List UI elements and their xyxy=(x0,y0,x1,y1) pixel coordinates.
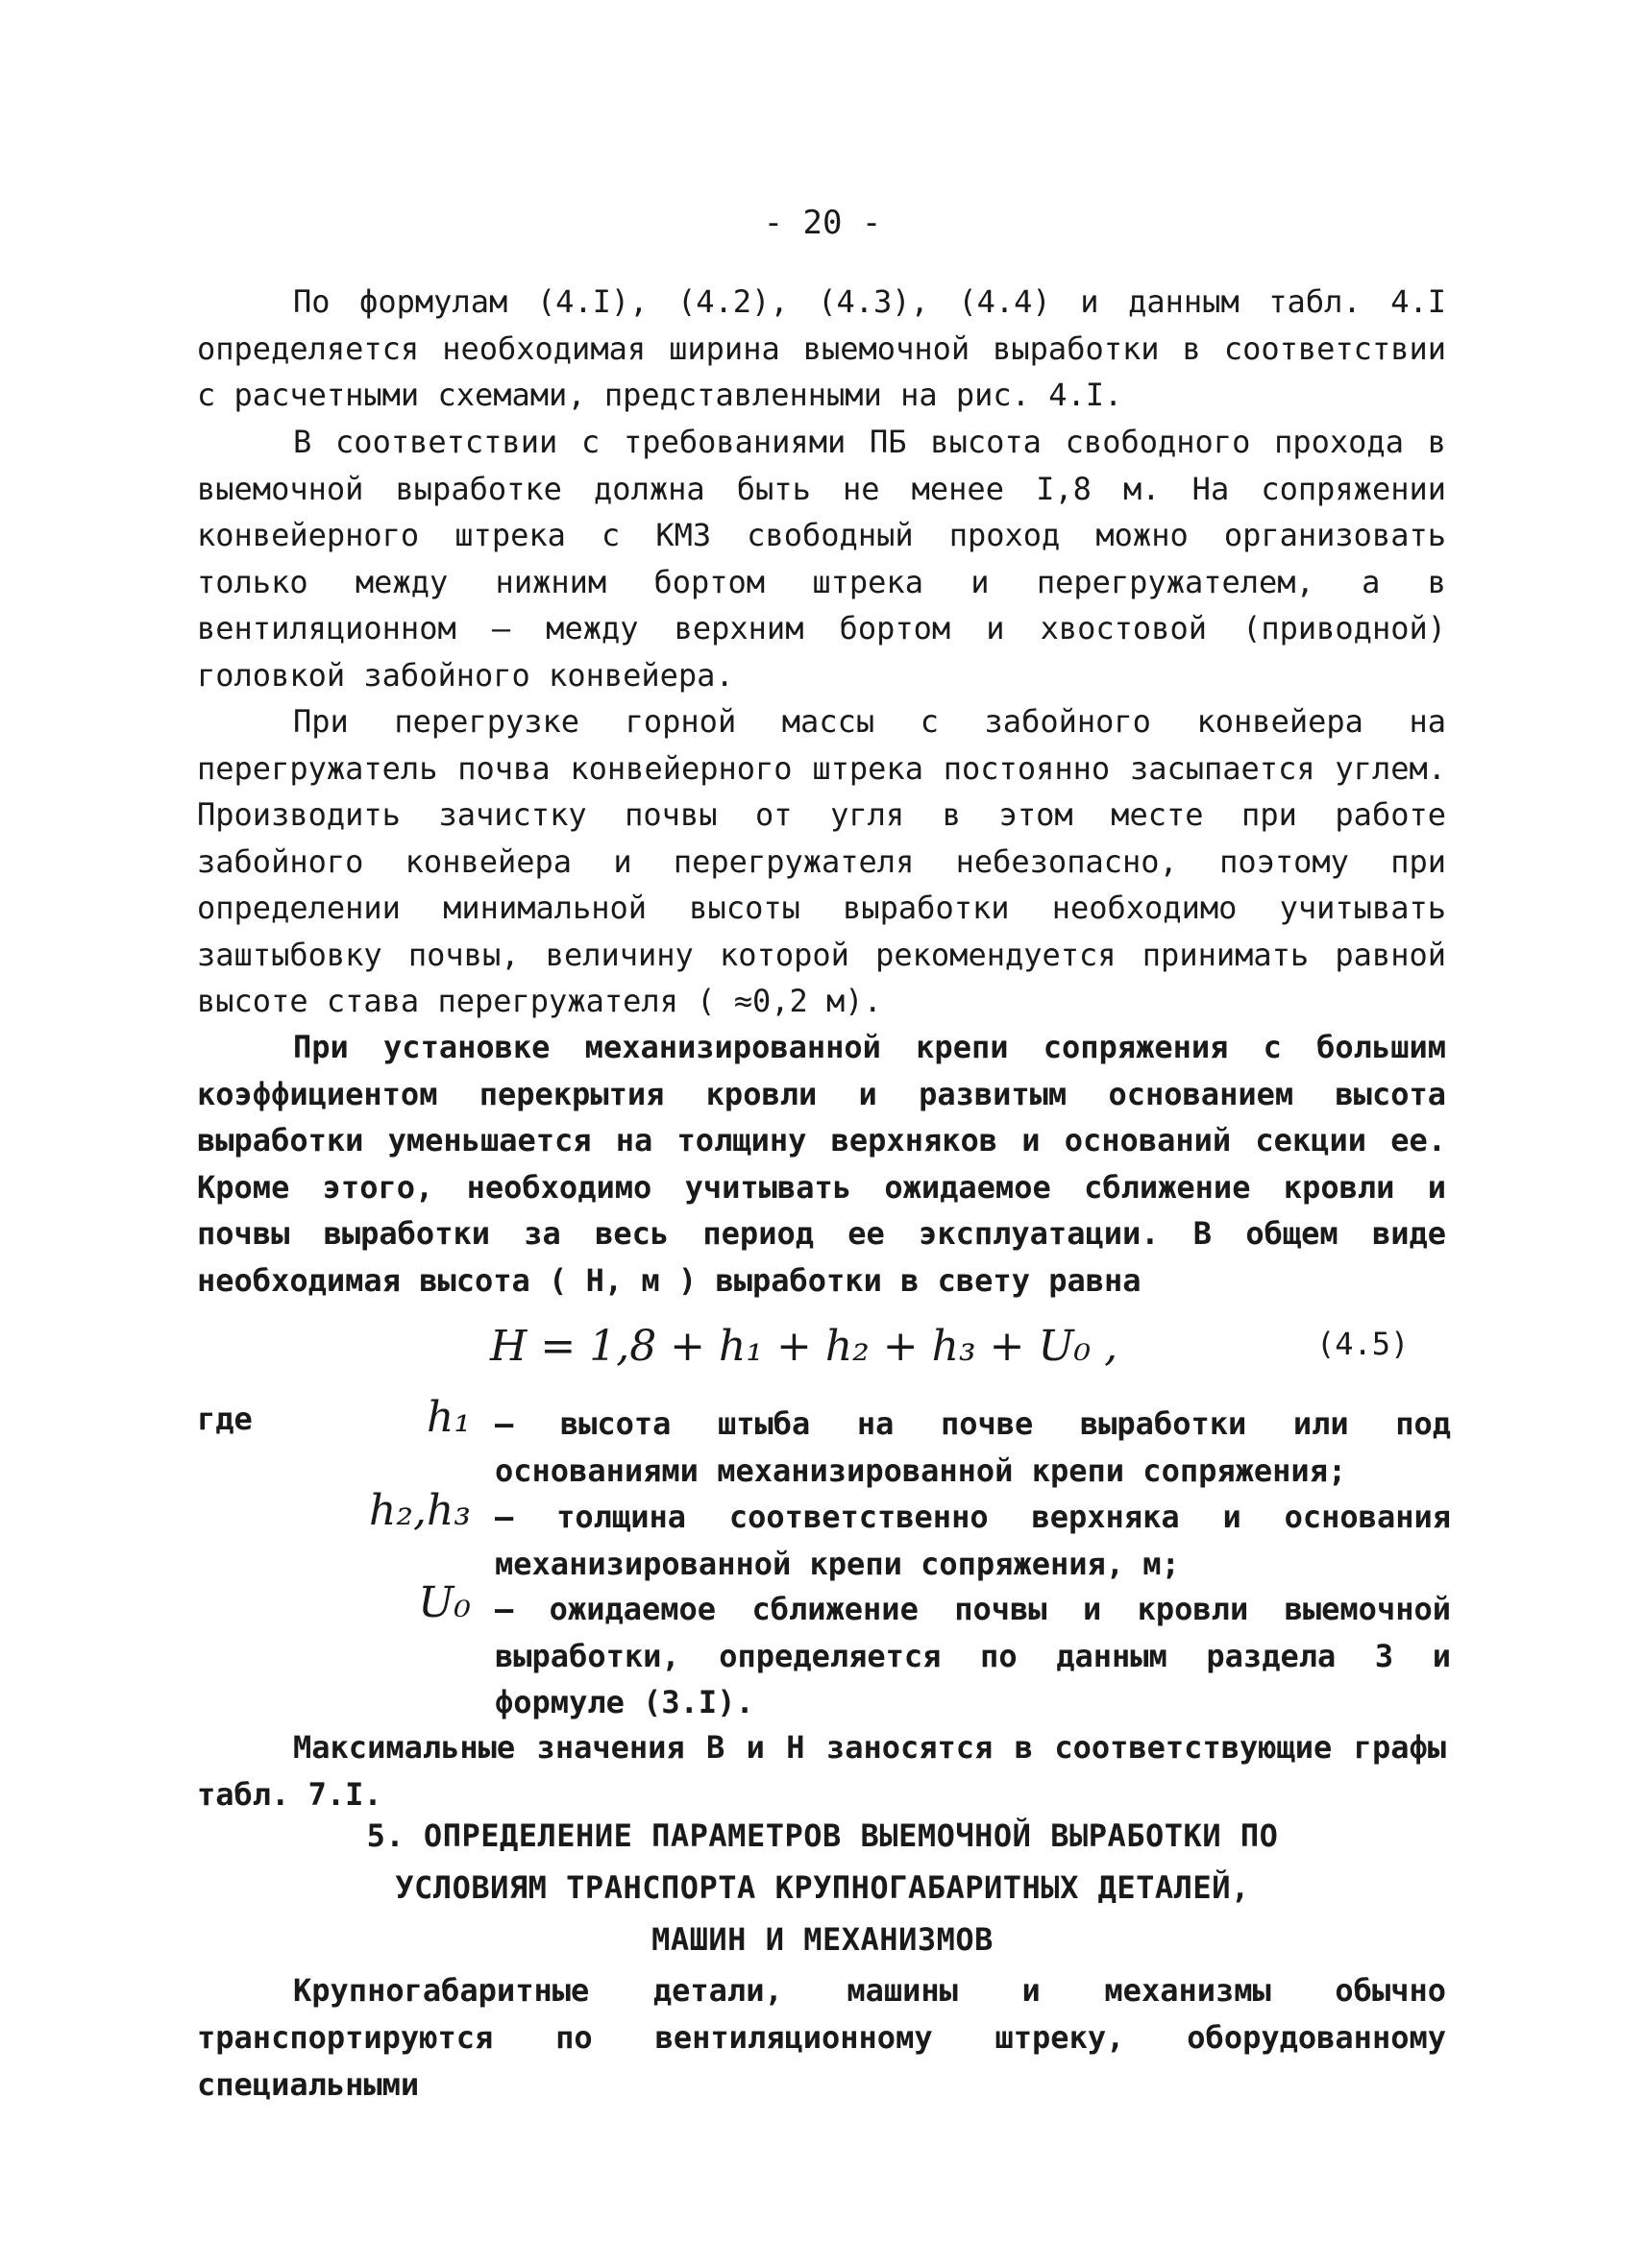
formula-number: (4.5) xyxy=(1316,1326,1410,1362)
paragraph-2: В соответствии с требованиями ПБ высота свободного прохода в выемочной выработке должна быть не менее I,8 м. На сопряжении конвейерного штрека с КМЗ свободный проход можно организовать только между нижним бортом штрека и перегружателем, а в вентиляционном – между верхним бортом и хвостовой (приводной) головкой забойного конвейера. xyxy=(197,424,1446,694)
conclusion-text: Максимальные значения В и Н заносятся в соответствующие графы табл. 7.I. xyxy=(197,1729,1446,1813)
symbol-u0: U₀ xyxy=(418,1578,471,1627)
symbol-h1: h₁ xyxy=(427,1393,471,1442)
paragraph-1: По формулам (4.I), (4.2), (4.3), (4.4) и данным табл. 4.I определяется необходимая ширина выемочной выработки в соответствии с расчетными схемами, представленными на рис. 4.I. xyxy=(197,283,1446,413)
paragraph-3: При перегрузке горной массы с забойного конвейера на перегружатель почва конвейерного штрека постоянно засыпается углем. Производить зачистку почвы от угля в этом месте при работе забойного конвейера и перегружателя небезопасно, поэтому при определении минимальной высоты выработки необходимо учитывать заштыбовку почвы, величину которой рекомендуется принимать равной высоте става перегружателя ( ≈0,2 м). xyxy=(197,703,1446,1019)
paragraph-support xyxy=(197,1024,1446,1304)
formula-height: H = 1,8 + h₁ + h₂ + h₃ + U₀ , xyxy=(490,1322,1118,1371)
section-heading-line-2: УСЛОВИЯМ ТРАНСПОРТА КРУПНОГАБАРИТНЫХ ДЕТАЛЕЙ, xyxy=(395,1869,1250,1906)
paragraph-conclusion xyxy=(197,1724,1446,1817)
paragraph-4: При установке механизированной крепи сопряжения с большим коэффициентом перекрытия кровли и развитым основанием высота выработки уменьшается на толщину верхняков и оснований секции ее. Кроме этого, необходимо учитывать ожидаемое сближение кровли и почвы выработки за весь период ее эксплуатации. В общем виде необходимая высота ( H, м ) выработки в свету равна xyxy=(197,1029,1446,1299)
page-number: - 20 - xyxy=(763,204,882,242)
section-heading xyxy=(0,1810,1645,1965)
paragraph-safety xyxy=(197,419,1446,698)
section-heading-line-3: МАШИН И МЕХАНИЗМОВ xyxy=(651,1921,994,1958)
section-heading-line-1: 5. ОПРЕДЕЛЕНИЕ ПАРАМЕТРОВ ВЫЕМОЧНОЙ ВЫРАБОТКИ ПО xyxy=(366,1817,1279,1854)
definition-u0-text: – ожидаемое сближение почвы и кровли выемочной выработки, определяется по данным раздела 3 и формуле (3.I). xyxy=(495,1591,1451,1720)
definition-h1-text: – высота штыба на почве выработки или под основаниями механизированной крепи сопряжения; xyxy=(495,1405,1451,1489)
paragraph-reloading xyxy=(197,698,1446,1025)
final-paragraph-text: Крупногабаритные детали, машины и механизмы обычно транспортируются по вентиляционному штреку, оборудованному специальными xyxy=(197,1972,1446,2103)
definition-h2-h3-text: – толщина соответственно верхняка и основания механизированной крепи сопряжения, м; xyxy=(495,1499,1451,1582)
symbol-h2-h3: h₂,h₃ xyxy=(369,1486,471,1535)
paragraph-transport xyxy=(197,1967,1446,2109)
where-label: где xyxy=(197,1401,253,1437)
paragraph-formulas xyxy=(197,279,1446,419)
